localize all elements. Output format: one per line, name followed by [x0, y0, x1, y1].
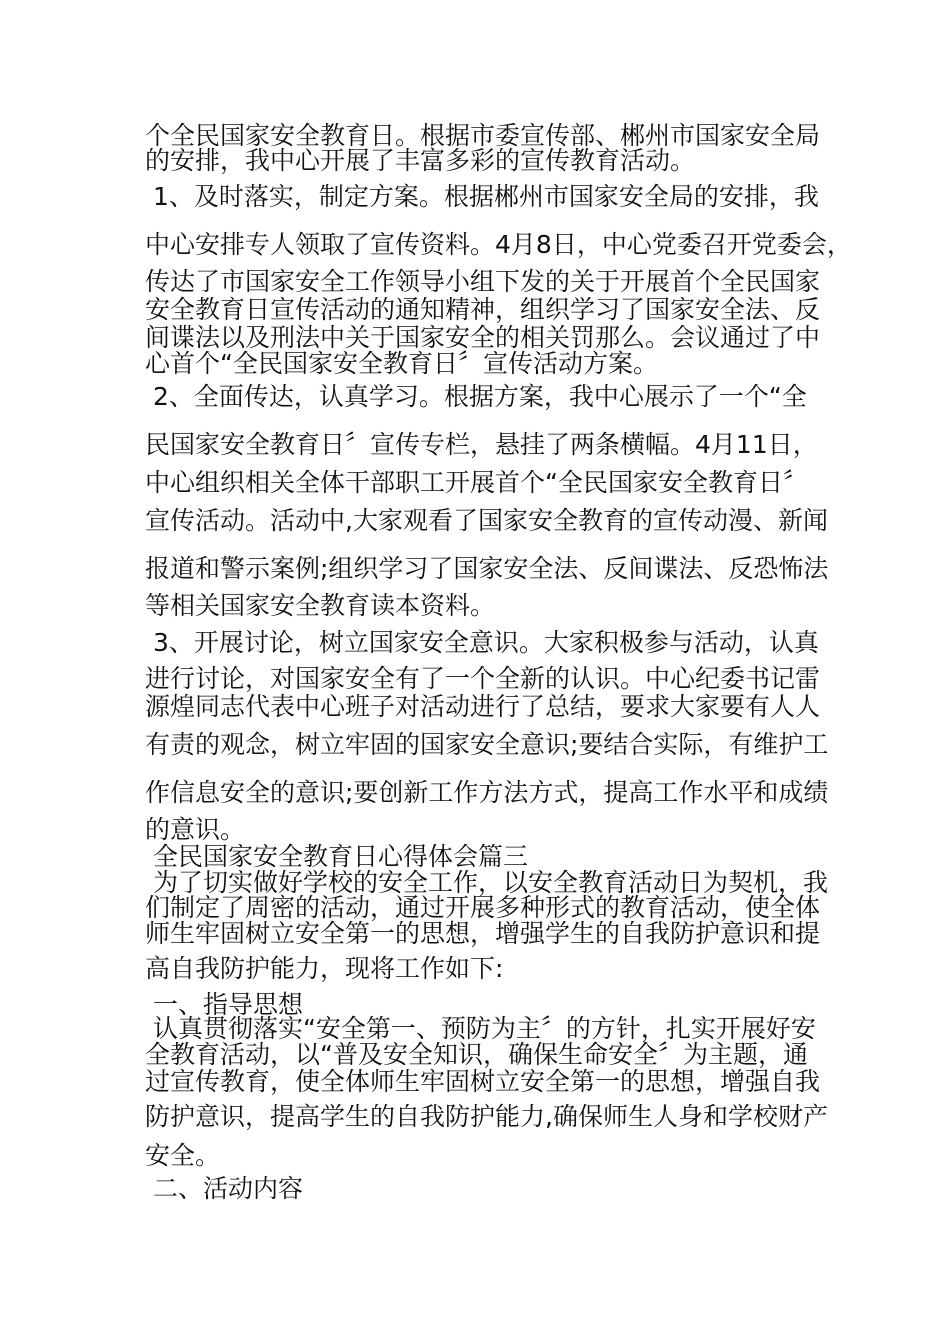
- text-line: 安全教育日宣传活动的通知精神，组织学习了国家安全法、反: [145, 295, 821, 324]
- text-line: 进行讨论，对国家安全有了一个全新的认识。中心纪委书记雷: [145, 664, 821, 693]
- text-line: 2、全面传达，认真学习。根据方案，我中心展示了一个“全: [145, 382, 807, 411]
- text-line: 过宣传教育，使全体师生牢固树立安全第一的思想，增强自我: [145, 1067, 821, 1096]
- text-line: 师生牢固树立安全第一的思想，增强学生的自我防护意识和提: [145, 919, 821, 948]
- text-line: 3、开展讨论，树立国家安全意识。大家积极参与活动，认真: [145, 628, 819, 657]
- text-line: 间谍法以及刑法中关于国家安全的相关罚那么。会议通过了中: [145, 323, 821, 352]
- text-line: 民国家安全教育日〞宣传专栏，悬挂了两条横幅。4月11日，: [145, 430, 818, 459]
- text-line: 作信息安全的意识;要创新工作方法方式，提高工作水平和成绩: [145, 778, 829, 807]
- text-line: 高自我防护能力，现将工作如下:: [145, 954, 504, 983]
- text-line: 的安排，我中心开展了丰富多彩的宣传教育活动。: [145, 146, 696, 175]
- text-line: 安全。: [145, 1141, 221, 1170]
- text-line: 中心安排专人领取了宣传资料。4月8日，中心党委召开党委会，: [145, 230, 852, 259]
- text-line: 一、指导思想: [145, 990, 303, 1019]
- text-line: 传达了市国家安全工作领导小组下发的关于开展首个全民国家: [145, 267, 821, 296]
- text-line: 二、活动内容: [145, 1174, 303, 1203]
- text-line: 报道和警示案例;组织学习了国家安全法、反间谍法、反恐怖法: [145, 554, 829, 583]
- text-line: 心首个“全民国家安全教育日〞宣传活动方案。: [145, 349, 658, 378]
- text-line: 们制定了周密的活动，通过开展多种形式的教育活动，使全体: [145, 893, 821, 922]
- text-line: 为了切实做好学校的安全工作，以安全教育活动日为契机，我: [145, 868, 828, 897]
- section-heading: 全民国家安全教育日心得体会篇三: [145, 842, 528, 871]
- text-line: 等相关国家安全教育读本资料。: [145, 591, 496, 620]
- text-line: 防护意识，提高学生的自我防护能力,确保师生人身和学校财产: [145, 1102, 828, 1131]
- text-line: 全教育活动，以“普及安全知识，确保生命安全〞为主题，通: [145, 1040, 808, 1069]
- text-line: 宣传活动。活动中,大家观看了国家安全教育的宣传动漫、新闻: [145, 506, 828, 535]
- text-line: 源煌同志代表中心班子对活动进行了总结，要求大家要有人人: [145, 692, 821, 721]
- text-line: 个全民国家安全教育日。根据市委宣传部、郴州市国家安全局: [145, 121, 821, 150]
- text-line: 的意识。: [145, 815, 246, 844]
- text-line: 有责的观念，树立牢固的国家安全意识;要结合实际，有维护工: [145, 730, 829, 759]
- text-line: 认真贯彻落实“安全第一、预防为主〞的方针，扎实开展好安: [145, 1014, 816, 1043]
- text-line: 中心组织相关全体干部职工开展首个“全民国家安全教育日〞: [145, 468, 808, 497]
- text-line: 1、及时落实，制定方案。根据郴州市国家安全局的安排，我: [145, 182, 819, 211]
